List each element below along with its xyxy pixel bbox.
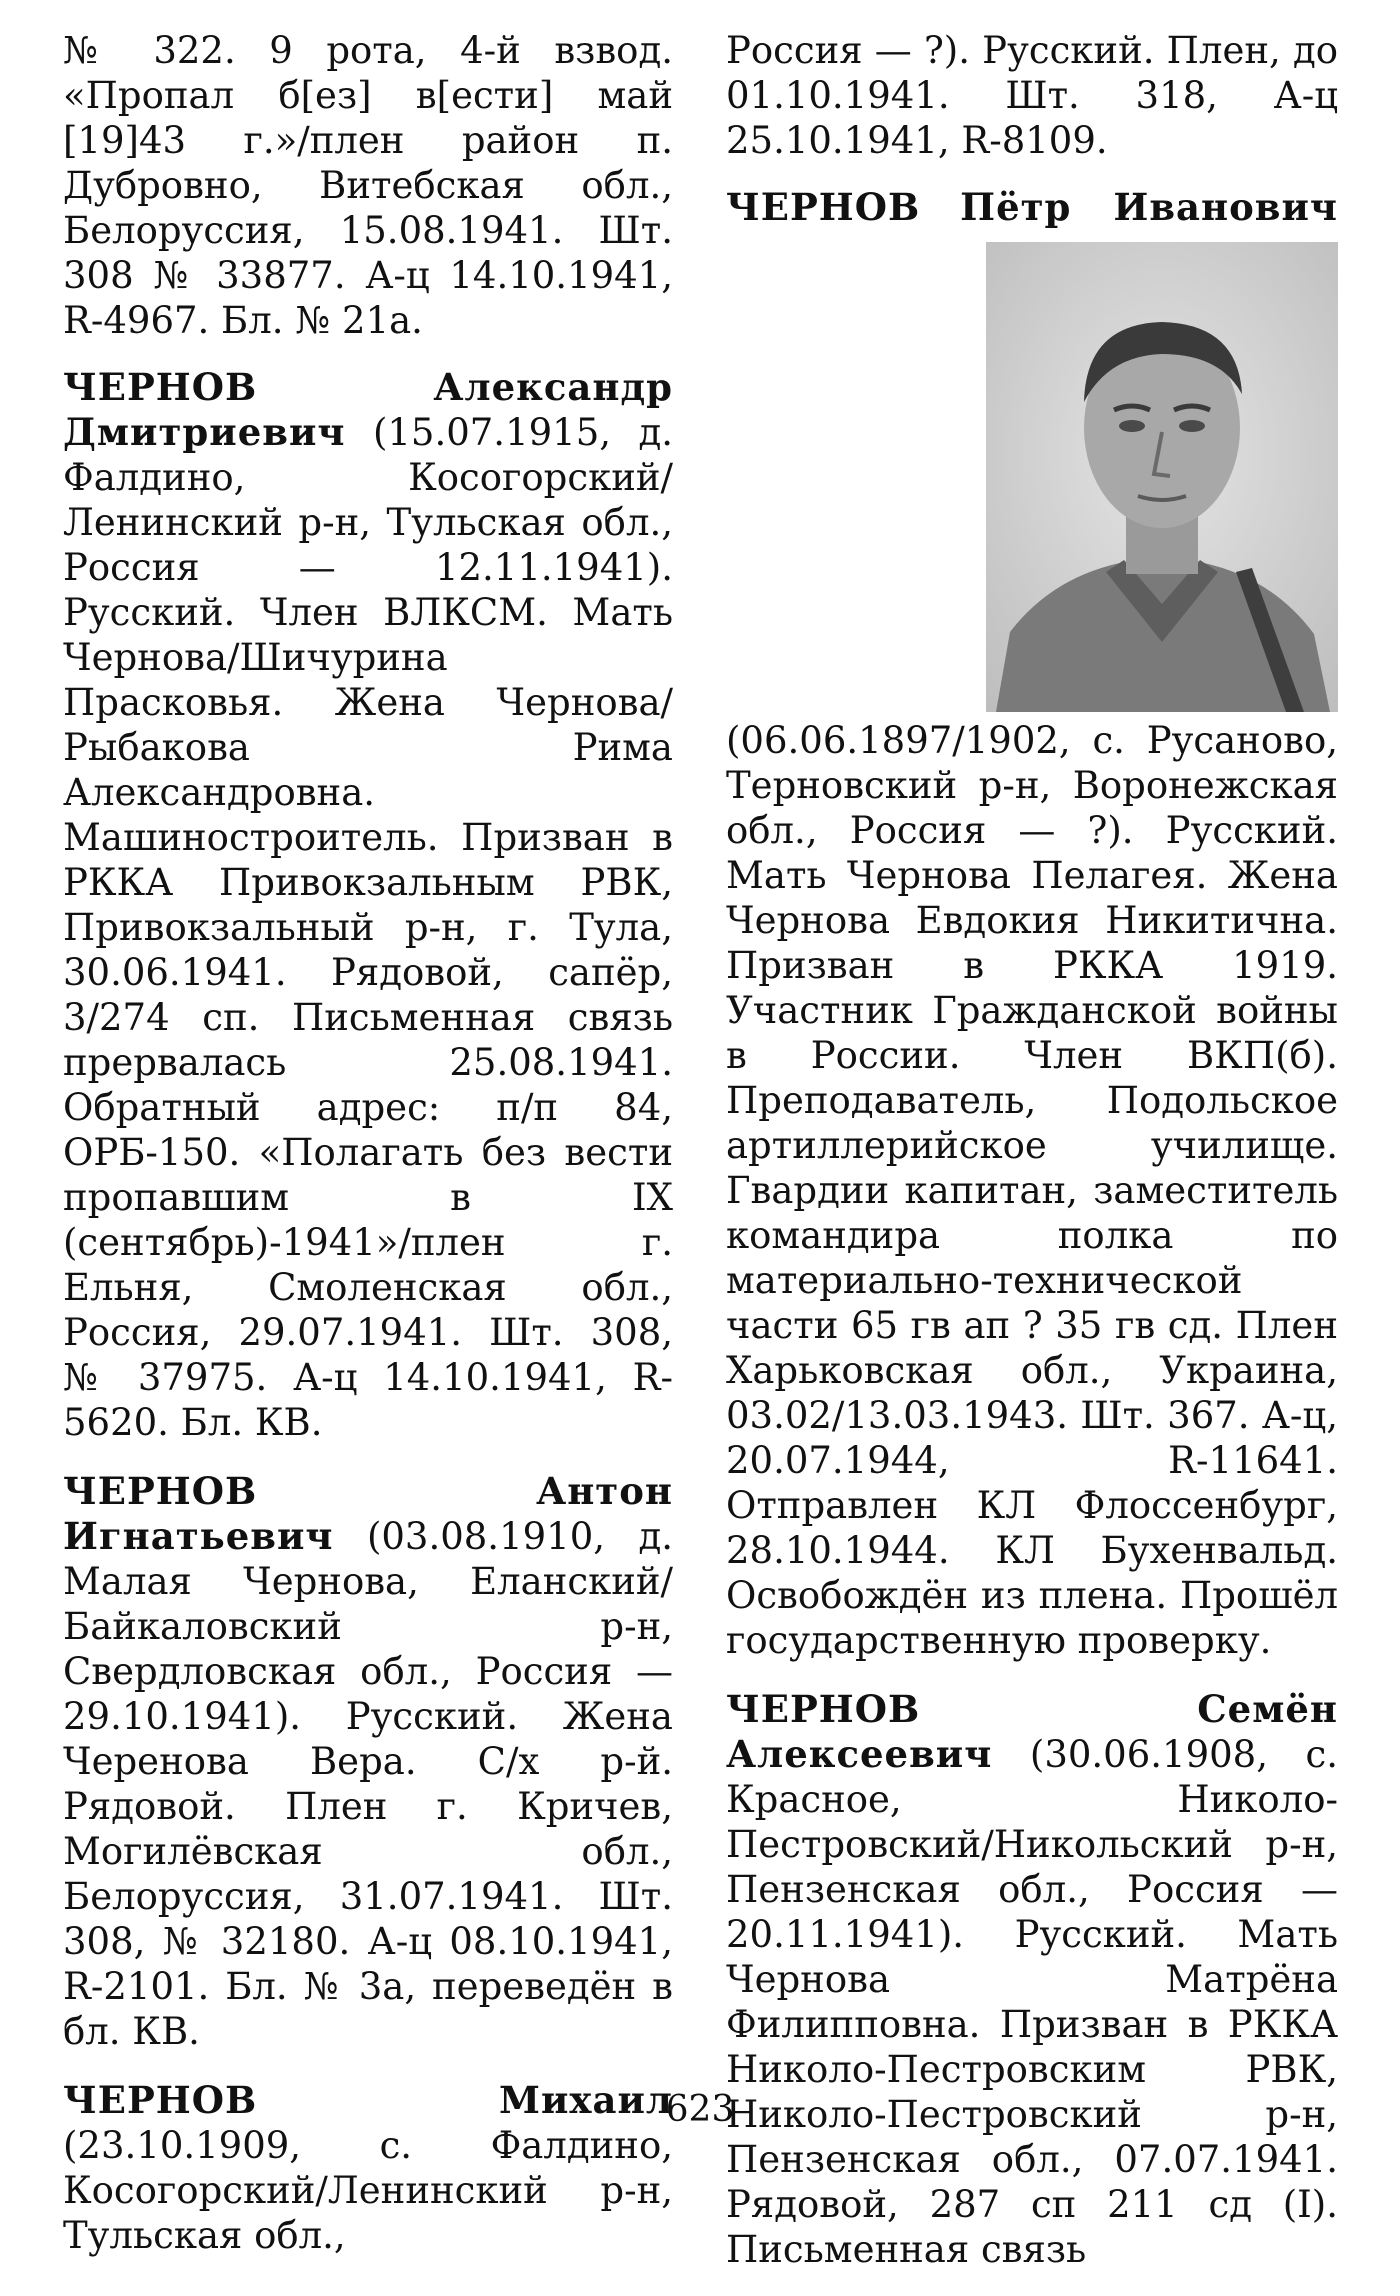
entry-surname: ЧЕРНОВ bbox=[63, 1469, 258, 1513]
entry-given-name: Семён Алексеевич bbox=[726, 1687, 1338, 1776]
entry-continuation bbox=[63, 28, 673, 343]
entry-continuation bbox=[726, 28, 1338, 163]
entry-text: (06.06.1897/1902, с. Русаново, Терновский р-н, Воронежская обл., Россия — ?). Русский. Мать Чернова Пелагея. Жена Чернова Евдокия Никитична. Призван в РККА 1919. Участник Гражданской войны в России. Член ВКП(б). Преподаватель, Подольское артиллерийское училище. Гвардии капитан, заместитель командира полка по материально-технической части 65 гв ап ? 35 гв сд. Плен Харьковская обл., Украина, 03.02/13.03.1943. Шт. 367. А-ц, 20.07.1944, R-11641. Отправлен КЛ Флоссенбург, 28.10.1944. КЛ Бухенвальд. Освобождён из плена. Прошёл государственную проверку. bbox=[726, 719, 1338, 1662]
entry-text: (15.07.1915, д. Фалдино, Косогорский/Ленинский р-н, Тульская обл., Россия — 12.11.1941). Русский. Член ВЛКСМ. Мать Чернова/Шичурина Прасковья. Жена Чернова/Рыбакова Рима Александровна. Машиностроитель. Призван в РККА Привокзальным РВК, Привокзальный р-н, г. Тула, 30.06.1941. Рядовой, сапёр, 3/274 сп. Письменная связь прервалась 25.08.1941. Обратный адрес: п/п 84, ОРБ-150. «Полагать без вести пропавшим в IX (сентябрь)-1941»/плен г. Ельня, Смоленская обл., Россия, 29.07.1941. Шт. 308, № 37975. А-ц 14.10.1941, R-5620. Бл. КВ. bbox=[63, 411, 673, 1444]
entry-text: № 322. 9 рота, 4-й взвод. «Пропал б[ез] в[ести] май [19]43 г.»/плен район п. Дубровно, Витебская обл., Белоруссия, 15.08.1941. Шт. 308 № 33877. А-ц 14.10.1941, R-4967. Бл. № 21а. bbox=[63, 29, 673, 342]
entry-text: (23.10.1909, с. Фалдино, Косогорский/Ленинский р-н, Тульская обл., bbox=[63, 2124, 673, 2257]
portrait-photo-image bbox=[986, 242, 1338, 712]
entry-chernov-semen bbox=[726, 1687, 1338, 2272]
entry-text: (03.08.1910, д. Малая Чернова, Еланский/Байкаловский р-н, Свердловская обл., Россия — 29.10.1941). Русский. Жена Черенова Вера. С/х р-й. Рядовой. Плен г. Кричев, Могилёвская обл., Белоруссия, 31.07.1941. Шт. 308, № 32180. А-ц 08.10.1941, R-2101. Бл. № 3а, переведён в бл. КВ. bbox=[63, 1515, 673, 2053]
entry-chernov-aleksandr bbox=[63, 365, 673, 1445]
page-number: 623 bbox=[665, 2089, 735, 2130]
entry-surname: ЧЕРНОВ bbox=[726, 185, 921, 229]
entry-given-name: Антон Игнатьевич bbox=[63, 1469, 673, 1558]
entry-given-name: Пётр Иванович bbox=[960, 185, 1338, 229]
entry-text: (30.06.1908, с. Красное, Николо-Пестровский/Никольский р-н, Пензенская обл., Россия — 20.11.1941). Русский. Мать Чернова Матрёна Филипповна. Призван в РККА Николо-Пестровским РВК, Николо-Пестровский р-н, Пензенская обл., 07.07.1941. Рядовой, 287 сп 211 сд (I). Письменная связь bbox=[726, 1733, 1338, 2271]
entry-surname: ЧЕРНОВ bbox=[63, 365, 258, 409]
entry-surname: ЧЕРНОВ bbox=[726, 1687, 921, 1731]
entry-surname: ЧЕРНОВ bbox=[63, 2078, 258, 2122]
entry-given-name: Михаил bbox=[499, 2078, 673, 2122]
portrait-photo bbox=[986, 242, 1338, 712]
entry-text: Россия — ?). Русский. Плен, до 01.10.1941. Шт. 318, А-ц 25.10.1941, R-8109. bbox=[726, 29, 1338, 162]
entry-given-name: Александр Дмитриевич bbox=[63, 365, 673, 454]
entry-chernov-anton bbox=[63, 1469, 673, 2054]
entry-chernov-petr bbox=[726, 185, 1338, 1663]
left-column bbox=[63, 28, 673, 2282]
right-column bbox=[726, 28, 1338, 2296]
